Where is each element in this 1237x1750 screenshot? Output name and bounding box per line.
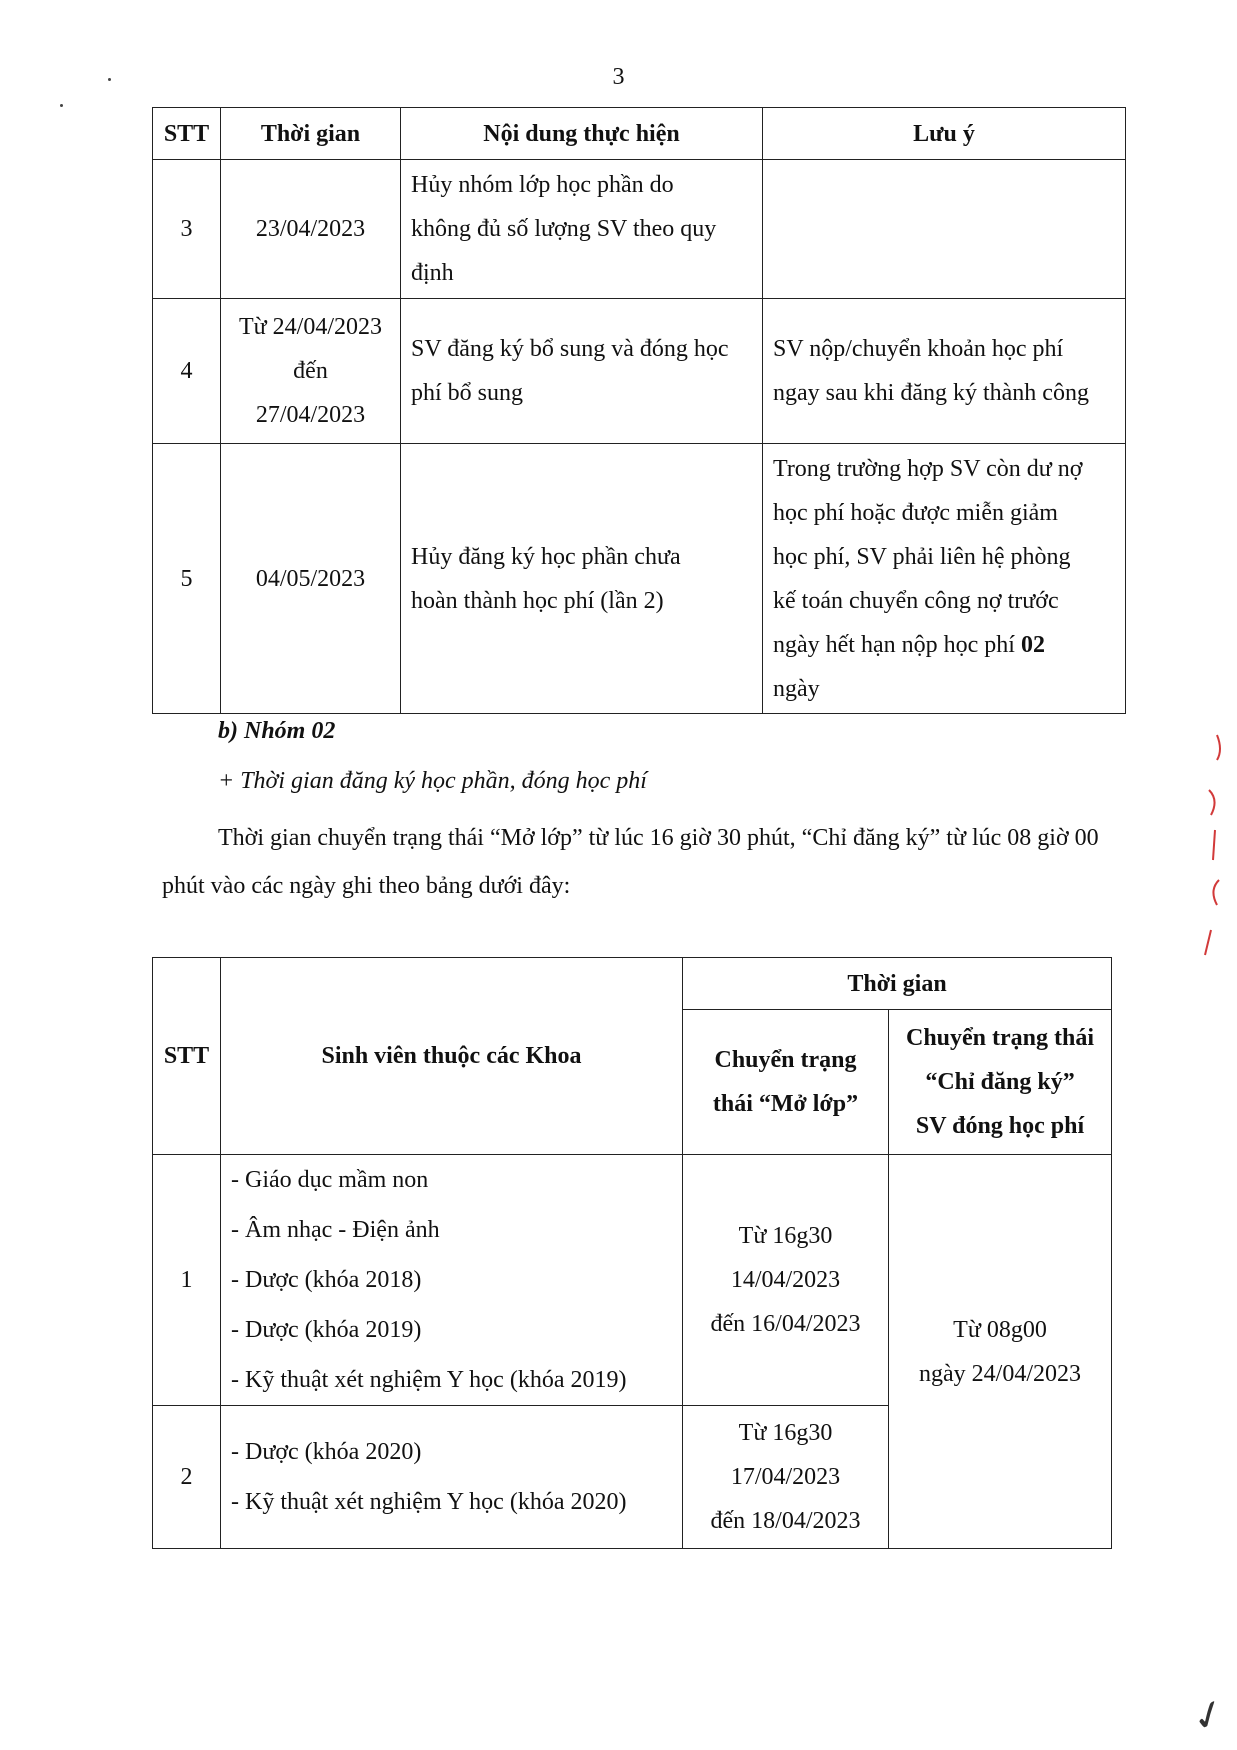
row-stt: 3 [153, 160, 221, 299]
row-stt: 4 [153, 299, 221, 444]
header-time: Thời gian [683, 958, 1112, 1010]
row-stt: 5 [153, 444, 221, 714]
red-stamp-edge-mark [1195, 730, 1225, 960]
row-stt: 1 [153, 1155, 221, 1406]
row-stt: 2 [153, 1406, 221, 1549]
row-content: SV đăng ký bổ sung và đóng học phí bổ sung [401, 299, 763, 444]
section-subtitle: + Thời gian đăng ký học phần, đóng học phí [218, 768, 647, 794]
table-header-row [153, 958, 1112, 1010]
handwritten-check-mark: ✓ [1185, 1688, 1233, 1743]
row-content: Hủy đăng ký học phần chưa hoàn thành học phí (lần 2) [401, 444, 763, 714]
header-stt: STT [153, 958, 221, 1155]
table-header-row [153, 108, 1126, 160]
row-note [763, 160, 1126, 299]
schedule-table-group1 [152, 107, 1126, 714]
header-stt: STT [153, 108, 221, 160]
table-row [153, 444, 1126, 714]
row-khoa: - Dược (khóa 2020) - Kỹ thuật xét nghiệm Y học (khóa 2020) [221, 1406, 683, 1549]
header-chi-dang-ky: Chuyển trạng thái “Chỉ đăng ký” SV đóng học phí [889, 1010, 1112, 1155]
table-row [153, 160, 1126, 299]
row-note: SV nộp/chuyển khoản học phí ngay sau khi đăng ký thành công [763, 299, 1126, 444]
row-note: Trong trường hợp SV còn dư nợ học phí hoặc được miễn giảm học phí, SV phải liên hệ phòng kế toán chuyển công nợ trước ngày hết hạn nộp học phí 02 ngày [763, 444, 1126, 714]
header-mo-lop: Chuyển trạng thái “Mở lớp” [683, 1010, 889, 1155]
schedule-table-group2 [152, 957, 1112, 1549]
header-content: Nội dung thực hiện [401, 108, 763, 160]
section-title: b) Nhóm 02 [218, 718, 336, 744]
row-time: Từ 24/04/2023 đến 27/04/2023 [221, 299, 401, 444]
row-time: 04/05/2023 [221, 444, 401, 714]
row-time: 23/04/2023 [221, 160, 401, 299]
table-row [153, 1155, 1112, 1406]
page-number: 3 [612, 64, 625, 90]
row-chi-dang-ky: Từ 08g00 ngày 24/04/2023 [889, 1155, 1112, 1549]
table-row [153, 299, 1126, 444]
row-khoa: - Giáo dục mầm non - Âm nhạc - Điện ảnh - Dược (khóa 2018) - Dược (khóa 2019) - Kỹ thuật xét nghiệm Y học (khóa 2019) [221, 1155, 683, 1406]
header-khoa: Sinh viên thuộc các Khoa [221, 958, 683, 1155]
row-mo-lop: Từ 16g30 17/04/2023 đến 18/04/2023 [683, 1406, 889, 1549]
row-mo-lop: Từ 16g30 14/04/2023 đến 16/04/2023 [683, 1155, 889, 1406]
scan-speck [60, 104, 63, 107]
header-note: Lưu ý [763, 108, 1126, 160]
row-content: Hủy nhóm lớp học phần do không đủ số lượng SV theo quy định [401, 160, 763, 299]
header-time: Thời gian [221, 108, 401, 160]
days-count: 02 [1020, 631, 1045, 658]
section-paragraph: Thời gian chuyển trạng thái “Mở lớp” từ lúc 16 giờ 30 phút, “Chỉ đăng ký” từ lúc 08 giờ 00 phút vào các ngày ghi theo bảng dưới đây: [162, 825, 1099, 899]
